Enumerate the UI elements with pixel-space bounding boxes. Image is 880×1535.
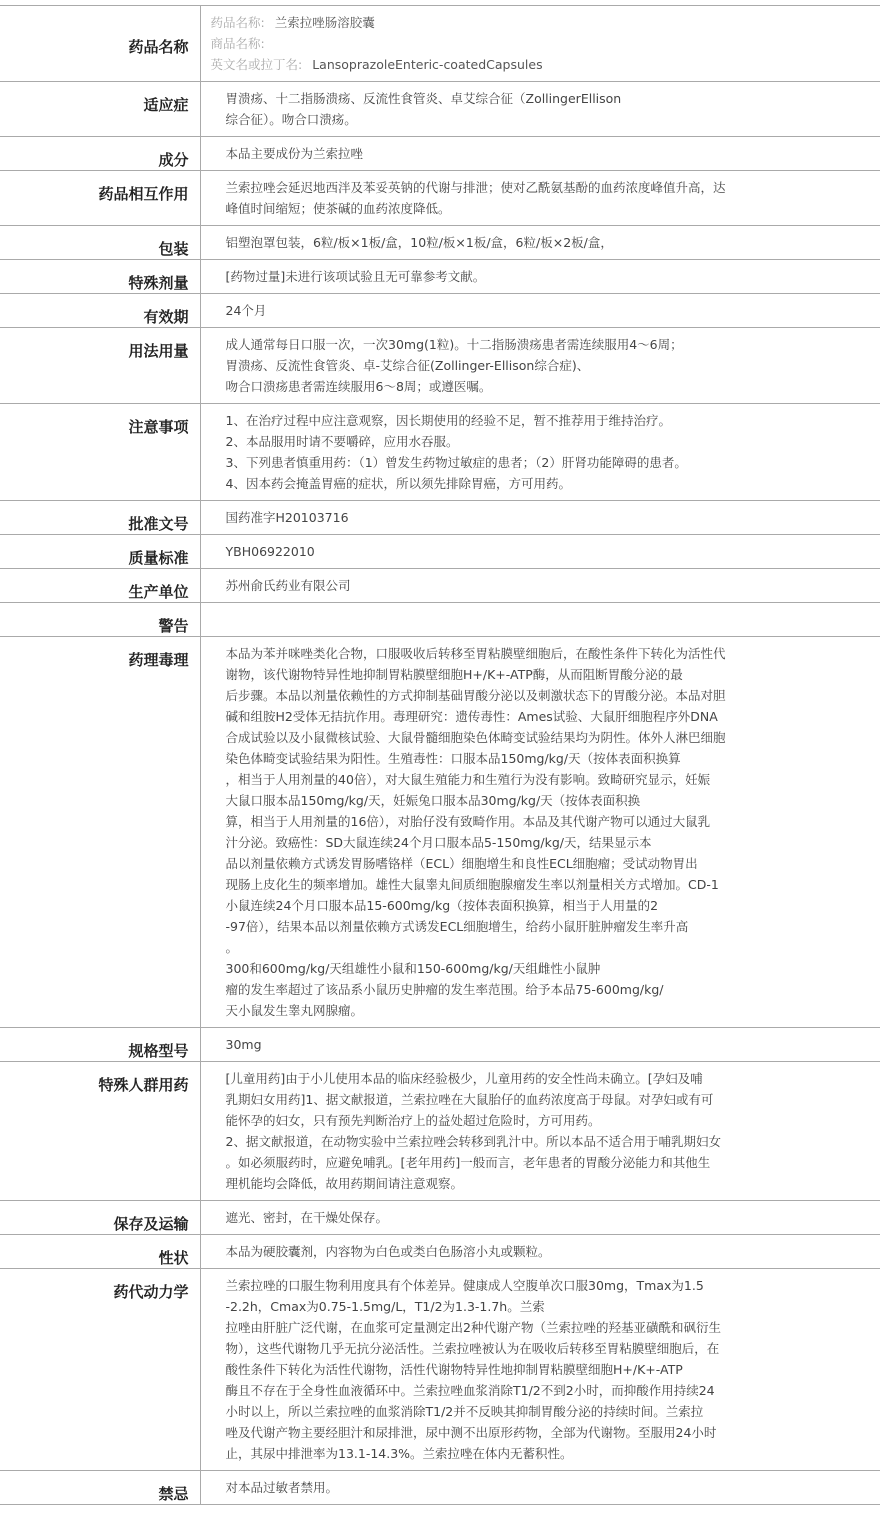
value-line bbox=[226, 609, 786, 630]
spec-row bbox=[0, 501, 880, 535]
value-line: [药物过量]未进行该项试验且无可靠参考文献。 bbox=[225, 269, 486, 284]
drug-spec-table bbox=[0, 5, 880, 1505]
value-line: 拉唑由肝脏广泛代谢，在血浆可定量测定出2种代谢产物（兰索拉唑的羟基亚磺酰和砜衍生 bbox=[225, 1320, 721, 1335]
row-label: 药品名称 bbox=[0, 6, 200, 82]
spec-row bbox=[0, 171, 880, 226]
row-value bbox=[200, 1201, 880, 1235]
row-label: 保存及运输 bbox=[0, 1201, 200, 1235]
value-line: 酸性条件下转化为活性代谢物，活性代谢物特异性地抑制胃粘膜壁细胞H+/K+-ATP bbox=[225, 1362, 683, 1377]
english-name-value: LansoprazoleEnteric-coatedCapsules bbox=[312, 57, 543, 72]
drug-name-block bbox=[200, 6, 880, 82]
value-line: YBH06922010 bbox=[225, 544, 315, 559]
value-line: 3、下列患者慎重用药：（1）曾发生药物过敏症的患者；（2）肝肾功能障碍的患者。 bbox=[225, 455, 687, 470]
row-value bbox=[200, 1471, 880, 1505]
value-line: 成人通常每日口服一次，一次30mg(1粒)。十二指肠溃疡患者需连续服用4～6周； bbox=[225, 337, 683, 352]
value-line: 合成试验以及小鼠微核试验、大鼠骨髓细胞染色体畸变试验结果均为阴性。体外人淋巴细胞 bbox=[225, 730, 726, 745]
value-line: 后步骤。本品以剂量依赖性的方式抑制基础胃酸分泌以及刺激状态下的胃酸分泌。本品对胆 bbox=[225, 688, 726, 703]
row-value bbox=[200, 1028, 880, 1062]
row-value bbox=[200, 137, 880, 171]
value-line: 对本品过敏者禁用。 bbox=[225, 1480, 339, 1495]
trade-name-line bbox=[211, 33, 786, 54]
row-label: 用法用量 bbox=[0, 328, 200, 404]
value-line: 染色体畸变试验结果为阳性。生殖毒性：口服本品150mg/kg/天（按体表面积换算 bbox=[225, 751, 681, 766]
row-label: 警告 bbox=[0, 603, 200, 637]
value-line: 峰值时间缩短；使茶碱的血药浓度降低。 bbox=[225, 201, 451, 216]
spec-row bbox=[0, 1062, 880, 1201]
value-line: 300和600mg/kg/天组雄性小鼠和150-600mg/kg/天组雌性小鼠肿 bbox=[225, 961, 601, 976]
row-value bbox=[200, 171, 880, 226]
row-value bbox=[200, 1062, 880, 1201]
value-line: 瘤的发生率超过了该品系小鼠历史肿瘤的发生率范围。给予本品75-600mg/kg/ bbox=[225, 982, 664, 997]
value-line: 兰索拉唑会延迟地西泮及苯妥英钠的代谢与排泄；使对乙酰氨基酚的血药浓度峰值升高，达 bbox=[225, 180, 726, 195]
row-value bbox=[200, 294, 880, 328]
row-value bbox=[200, 1235, 880, 1269]
value-line: 能怀孕的妇女，只有预先判断治疗上的益处超过危险时，方可用药。 bbox=[225, 1113, 601, 1128]
row-label: 性状 bbox=[0, 1235, 200, 1269]
row-label: 成分 bbox=[0, 137, 200, 171]
row-label: 包装 bbox=[0, 226, 200, 260]
row-label: 特殊人群用药 bbox=[0, 1062, 200, 1201]
spec-row bbox=[0, 603, 880, 637]
spec-row bbox=[0, 1471, 880, 1505]
value-line: 综合征）。吻合口溃疡。 bbox=[225, 112, 357, 127]
value-line: 汁分泌。致癌性：SD大鼠连续24个月口服本品5-150mg/kg/天，结果显示本 bbox=[225, 835, 652, 850]
row-value bbox=[200, 535, 880, 569]
value-line: 小鼠连续24个月口服本品15-600mg/kg（按体表面积换算，相当于人用量的2 bbox=[225, 898, 659, 913]
row-value bbox=[200, 501, 880, 535]
value-line: [儿童用药]由于小儿使用本品的临床经验极少，儿童用药的安全性尚未确立。[孕妇及哺 bbox=[225, 1071, 703, 1086]
value-line: 天小鼠发生睾丸网腺瘤。 bbox=[225, 1003, 364, 1018]
row-value bbox=[200, 404, 880, 501]
row-label: 禁忌 bbox=[0, 1471, 200, 1505]
value-line: 吻合口溃疡患者需连续服用6～8周；或遵医嘱。 bbox=[225, 379, 492, 394]
row-label: 药品相互作用 bbox=[0, 171, 200, 226]
spec-row bbox=[0, 569, 880, 603]
english-name-line bbox=[211, 54, 786, 75]
value-line: 30mg bbox=[225, 1037, 262, 1052]
spec-row bbox=[0, 226, 880, 260]
value-line: 唑及代谢产物主要经胆汁和尿排泄，尿中测不出原形药物，全部为代谢物。至服用24小时 bbox=[225, 1425, 717, 1440]
value-line: 胃溃疡、十二指肠溃疡、反流性食管炎、卓艾综合征（ZollingerEllison bbox=[225, 91, 622, 106]
generic-name-label: 药品名称: bbox=[210, 15, 265, 30]
value-line: 。 bbox=[225, 940, 239, 955]
value-line: 谢物，该代谢物特异性地抑制胃粘膜壁细胞H+/K+-ATP酶，从而阻断胃酸分泌的最 bbox=[225, 667, 683, 682]
spec-row bbox=[0, 137, 880, 171]
row-label: 批准文号 bbox=[0, 501, 200, 535]
row-value bbox=[200, 603, 880, 637]
value-line: 24个月 bbox=[225, 303, 267, 318]
row-label: 注意事项 bbox=[0, 404, 200, 501]
row-drug-name bbox=[0, 6, 880, 82]
value-line: 物），这些代谢物几乎无抗分泌活性。兰索拉唑被认为在吸收后转移至胃粘膜壁细胞后，在 bbox=[225, 1341, 720, 1356]
value-line: 2、本品服用时请不要嚼碎，应用水吞服。 bbox=[225, 434, 459, 449]
value-line: 2、据文献报道，在动物实验中兰索拉唑会转移到乳汁中。所以本品不适合用于哺乳期妇女 bbox=[225, 1134, 721, 1149]
value-line: 兰索拉唑的口服生物利用度具有个体差异。健康成人空腹单次口服30mg，Tmax为1.5 bbox=[225, 1278, 704, 1293]
value-line: 碱和组胺H2受体无拮抗作用。毒理研究：遗传毒性：Ames试验、大鼠肝细胞程序外DNA bbox=[225, 709, 718, 724]
spec-row bbox=[0, 1269, 880, 1471]
row-label: 生产单位 bbox=[0, 569, 200, 603]
value-line: 算，相当于人用剂量的16倍），对胎仔没有致畸作用。本品及其代谢产物可以通过大鼠乳 bbox=[225, 814, 711, 829]
spec-row bbox=[0, 1201, 880, 1235]
spec-row bbox=[0, 1235, 880, 1269]
value-line: 本品为硬胶囊剂，内容物为白色或类白色肠溶小丸或颗粒。 bbox=[225, 1244, 551, 1259]
value-line: -97倍），结果本品以剂量依赖方式诱发ECL细胞增生，给药小鼠肝脏肿瘤发生率升高 bbox=[225, 919, 689, 934]
value-line: 1、在治疗过程中应注意观察，因长期使用的经验不足，暂不推荐用于维持治疗。 bbox=[225, 413, 671, 428]
value-line: 品以剂量依赖方式诱发胃肠嗜铬样（ECL）细胞增生和良性ECL细胞瘤；受试动物胃出 bbox=[225, 856, 698, 871]
spec-row bbox=[0, 535, 880, 569]
row-label: 有效期 bbox=[0, 294, 200, 328]
value-line: 4、因本药会掩盖胃癌的症状，所以须先排除胃癌，方可用药。 bbox=[225, 476, 571, 491]
value-line: 胃溃疡、反流性食管炎、卓-艾综合征(Zollinger-Ellison综合症)、 bbox=[225, 358, 590, 373]
value-line: 本品主要成份为兰索拉唑 bbox=[225, 146, 364, 161]
spec-row bbox=[0, 260, 880, 294]
row-label: 特殊剂量 bbox=[0, 260, 200, 294]
row-value bbox=[200, 569, 880, 603]
generic-name-line bbox=[211, 12, 786, 33]
value-line: 小时以上，所以兰索拉唑的血浆消除T1/2并不反映其抑制胃酸分泌的持续时间。兰索拉 bbox=[225, 1404, 704, 1419]
generic-name-value: 兰索拉唑肠溶胶囊 bbox=[274, 15, 375, 30]
value-line: 理机能均会降低，故用药期间请注意观察。 bbox=[225, 1176, 464, 1191]
value-line: 现肠上皮化生的频率增加。雄性大鼠睾丸间质细胞腺瘤发生率以剂量相关方式增加。CD-1 bbox=[225, 877, 719, 892]
row-label: 药代动力学 bbox=[0, 1269, 200, 1471]
row-label: 质量标准 bbox=[0, 535, 200, 569]
value-line: -2.2h，Cmax为0.75-1.5mg/L，T1/2为1.3-1.7h。兰索 bbox=[225, 1299, 545, 1314]
spec-table-body bbox=[0, 6, 880, 1505]
english-name-label: 英文名或拉丁名: bbox=[210, 57, 303, 72]
value-line: 乳期妇女用药]1、据文献报道，兰索拉唑在大鼠胎仔的血药浓度高于母鼠。对孕妇或有可 bbox=[225, 1092, 714, 1107]
value-line: 大鼠口服本品150mg/kg/天，妊娠兔口服本品30mg/kg/天（按体表面积换 bbox=[225, 793, 641, 808]
spec-row bbox=[0, 1028, 880, 1062]
row-value bbox=[200, 1269, 880, 1471]
spec-row bbox=[0, 82, 880, 137]
row-value bbox=[200, 226, 880, 260]
value-line: 。如必须服药时，应避免哺乳。[老年用药]一般而言，老年患者的胃酸分泌能力和其他生 bbox=[225, 1155, 711, 1170]
row-label: 药理毒理 bbox=[0, 637, 200, 1028]
row-value bbox=[200, 82, 880, 137]
value-line: 铝塑泡罩包装，6粒/板×1板/盒，10粒/板×1板/盒，6粒/板×2板/盒， bbox=[225, 235, 613, 250]
trade-name-label: 商品名称: bbox=[210, 36, 265, 51]
spec-row bbox=[0, 328, 880, 404]
row-value bbox=[200, 260, 880, 294]
spec-row bbox=[0, 294, 880, 328]
row-value bbox=[200, 637, 880, 1028]
value-line: 止，其尿中排泄率为13.1-14.3%。兰索拉唑在体内无蓄积性。 bbox=[225, 1446, 573, 1461]
spec-row bbox=[0, 404, 880, 501]
row-value bbox=[200, 328, 880, 404]
row-label: 规格型号 bbox=[0, 1028, 200, 1062]
row-label: 适应症 bbox=[0, 82, 200, 137]
value-line: 酶且不存在于全身性血液循环中。兰索拉唑血浆消除T1/2不到2小时，而抑酸作用持续24 bbox=[225, 1383, 715, 1398]
value-line: 国药准字H20103716 bbox=[225, 510, 349, 525]
value-line: ，相当于人用剂量的40倍），对大鼠生殖能力和生殖行为没有影响。致畸研究显示，妊娠 bbox=[225, 772, 711, 787]
value-line: 苏州俞氏药业有限公司 bbox=[225, 578, 351, 593]
value-line: 遮光、密封，在干燥处保存。 bbox=[225, 1210, 389, 1225]
spec-row bbox=[0, 637, 880, 1028]
value-line: 本品为苯并咪唑类化合物，口服吸收后转移至胃粘膜壁细胞后，在酸性条件下转化为活性代 bbox=[225, 646, 726, 661]
